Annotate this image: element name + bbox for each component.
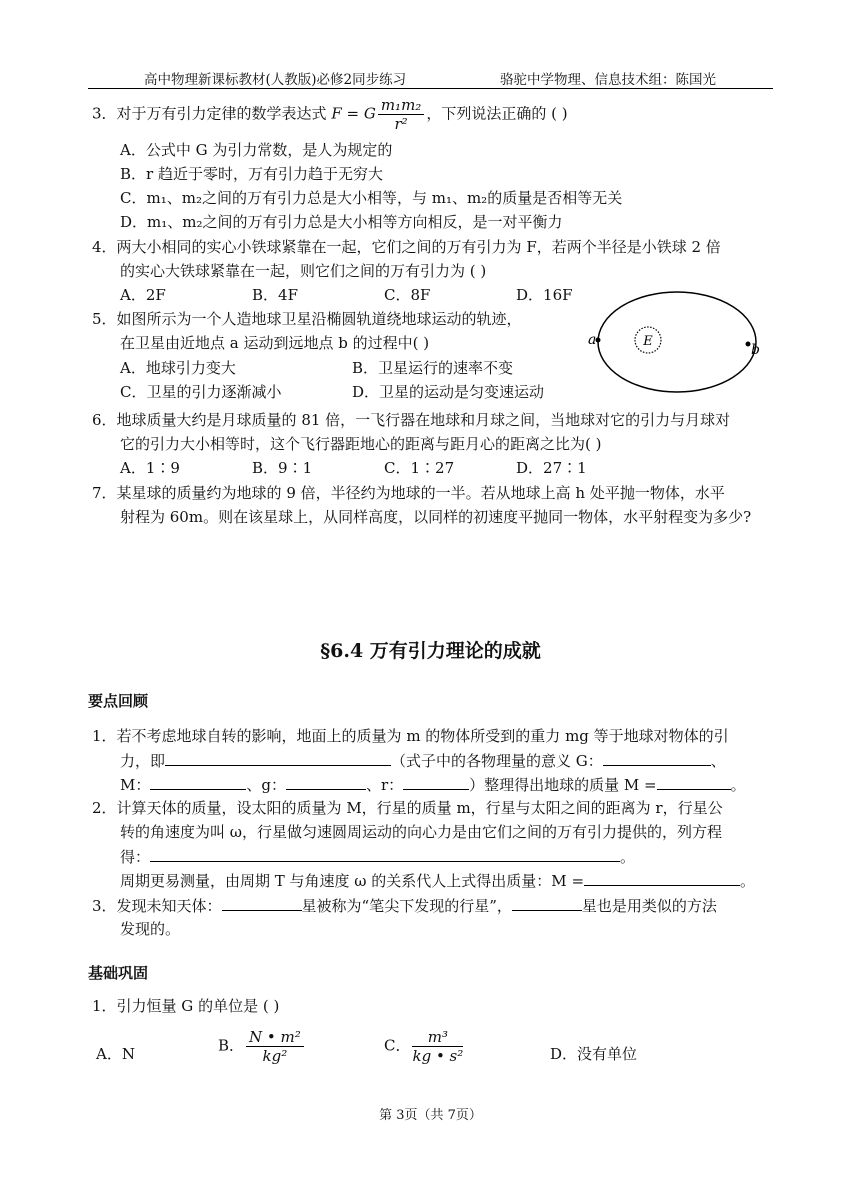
review-1-line3: M： 、g： 、r： ）整理得出地球的质量 M = 。 (120, 776, 746, 794)
review-3-line1: 3．发现未知天体： 星被称为“笔尖下发现的行星”， 星也是用类似的方法 (92, 897, 717, 915)
basics-option-a: A．N (96, 1045, 135, 1063)
q6-option-d: D．27∶1 (516, 459, 587, 477)
question-3: 3．对于万有引力定律的数学表达式 F = G $\frac{\text{m₁m₂}}{\text{r²}}$ ，下列说法正确的 ( ) (92, 96, 568, 133)
review-1-line1: 1．若不考虑地球自转的影响，地面上的质量为 m 的物体所受到的重力 mg 等于地球对物体的引 (92, 727, 729, 745)
orbit-figure (588, 290, 768, 400)
review-3-line2: 发现的。 (120, 920, 181, 938)
q5-option-c: C．卫星的引力逐渐减小 (120, 383, 282, 401)
blank-G (603, 750, 711, 766)
question-4-line1: 4．两大小相同的实心小铁球紧靠在一起，它们之间的万有引力为 F，若两个半径是小铁球 2 倍 (92, 238, 721, 256)
question-5-line2: 在卫星由近地点 a 运动到远地点 b 的过程中( ) (120, 334, 430, 352)
review-2-line1: 2．计算天体的质量，设太阳的质量为 M，行星的质量 m，行星与太阳之间的距离为 r，行星公 (92, 799, 723, 817)
blank-equation (150, 846, 620, 862)
basics-option-d: D．没有单位 (550, 1045, 638, 1063)
q4-option-d: D．16F (516, 286, 573, 304)
page-footer: 第 3页（共 7页） (379, 1108, 482, 1123)
q6-option-c: C．1∶27 (384, 459, 455, 477)
q6-option-a: A．1∶9 (120, 459, 180, 477)
question-6-line1: 6．地球质量大约是月球质量的 81 倍，一飞行器在地球和月球之间，当地球对它的引力与月球对 (92, 411, 731, 429)
option-c-fraction: $\frac{\text{m³}}{\text{kg • s²}}$ (412, 1028, 464, 1065)
question-7-line2: 射程为 60m。则在该星球上，从同样高度，以同样的初速度平抛同一物体，水平射程变为多少? (120, 508, 752, 526)
basics-option-c: C． $\frac{\text{m³}}{\text{kg • s²}}$ (384, 1028, 464, 1065)
basics-question-1: 1．引力恒量 G 的单位是 ( ) (92, 997, 280, 1015)
review-1-line2: 力，即 （式子中的各物理量的意义 G： 、 (120, 752, 726, 770)
header-right: 骆驼中学物理、信息技术组：陈国光 (500, 72, 716, 88)
question-4-line2: 的实心大铁球紧靠在一起，则它们之间的万有引力为 ( ) (120, 262, 487, 280)
q4-option-c: C．8F (384, 286, 431, 304)
earth-label: E (643, 334, 653, 349)
orbit-ellipse (598, 292, 756, 392)
point-a-label: a (588, 332, 597, 348)
formula-fraction: $\frac{\text{m₁m₂}}{\text{r²}}$ (378, 96, 424, 133)
q3-option-a: A．公式中 G 为引力常数，是人为规定的 (120, 141, 393, 159)
basics-option-b: B． $\frac{\text{N • m²}}{\text{kg²}}$ (218, 1028, 306, 1065)
blank-r (403, 774, 469, 790)
q5-option-a: A．地球引力变大 (120, 359, 236, 377)
review-title: 要点回顾 (88, 692, 149, 710)
formula-lhs: F = G (331, 104, 376, 123)
blank-M (150, 774, 246, 790)
q3-option-d: D．m₁、m₂之间的万有引力总是大小相等方向相反，是一对平衡力 (120, 213, 563, 231)
q4-option-b: B．4F (252, 286, 298, 304)
question-5-line1: 5．如图所示为一个人造地球卫星沿椭圆轨道绕地球运动的轨迹， (92, 310, 522, 328)
page-header (88, 66, 773, 89)
q4-option-a: A．2F (120, 286, 166, 304)
blank-planet-1 (222, 895, 302, 911)
blank-g (286, 774, 366, 790)
section-title: §6.4 万有引力理论的成就 (320, 640, 541, 662)
point-b-dot (746, 342, 751, 347)
basics-title: 基础巩固 (88, 964, 149, 982)
q6-option-b: B．9∶1 (252, 459, 313, 477)
review-2-line4: 周期更易测量，由周期 T 与角速度 ω 的关系代人上式得出质量：M = 。 (120, 872, 756, 890)
blank-sun-mass (584, 870, 740, 886)
review-2-line3: 得： 。 (120, 848, 636, 866)
q3-option-b: B．r 趋近于零时，万有引力趋于无穷大 (120, 165, 383, 183)
review-2-line2: 转的角速度为叫 ω，行星做匀速圆周运动的向心力是由它们之间的万有引力提供的，列方程 (120, 823, 723, 841)
blank-gravity-eq (165, 750, 391, 766)
header-left: 高中物理新课标教材(人教版)必修2同步练习 (144, 72, 407, 88)
blank-earth-mass (657, 774, 731, 790)
q5-option-b: B．卫星运行的速率不变 (352, 359, 514, 377)
question-7-line1: 7．某星球的质量约为地球的 9 倍，半径约为地球的一半。若从地球上高 h 处平抛一物体，水平 (92, 484, 725, 502)
blank-planet-2 (512, 895, 582, 911)
q5-option-d: D．卫星的运动是匀变速运动 (352, 383, 545, 401)
question-6-line2: 它的引力大小相等时，这个飞行器距地心的距离与距月心的距离之比为( ) (120, 435, 602, 453)
point-b-label: b (751, 342, 760, 358)
option-b-fraction: $\frac{\text{N • m²}}{\text{kg²}}$ (246, 1028, 304, 1065)
q3-option-c: C．m₁、m₂之间的万有引力总是大小相等，与 m₁、m₂的质量是否相等无关 (120, 189, 623, 207)
